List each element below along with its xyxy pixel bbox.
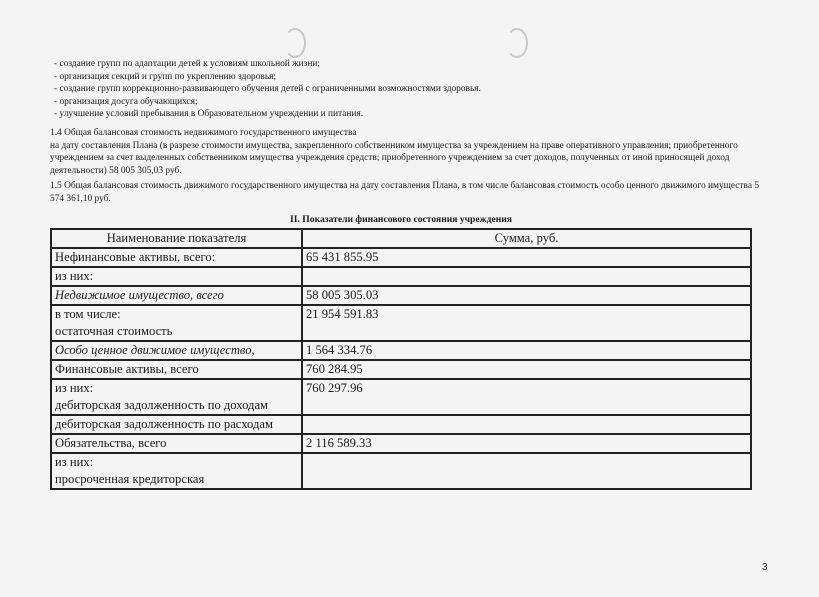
row-label: Недвижимое имущество, всего — [51, 286, 302, 305]
table-row — [51, 341, 751, 360]
row-label: из них: — [51, 267, 302, 286]
bullet-item: - организация секций и групп по укреплению здоровья; — [54, 71, 277, 82]
row-label — [51, 379, 302, 415]
table-row — [51, 360, 751, 379]
row-value: 760 297.96 — [302, 379, 751, 415]
row-value: 760 284.95 — [302, 360, 751, 379]
table-row — [51, 267, 751, 286]
bullet-list — [54, 58, 481, 121]
bullet-item: - улучшение условий пребывания в Образовательном учреждении и питания. — [54, 109, 364, 120]
row-value: 21 954 591.83 — [302, 305, 751, 341]
row-value: 58 005 305.03 — [302, 286, 751, 305]
row-label: Особо ценное движимое имущество, — [51, 341, 302, 360]
row-label: Финансовые активы, всего — [51, 360, 302, 379]
column-header-indicator: Наименование показателя — [51, 229, 302, 248]
binder-ring-left — [284, 28, 306, 58]
bullet-item: - создание групп по адаптации детей к условиям школьной жизни; — [54, 59, 321, 69]
section-1-5-text: 1.5 Общая балансовая стоимость движимого государственного имущества на дату составления Плана, в том числе балансовая стоимость особо ценного движимого имущества 5 574 361,10 руб. — [50, 181, 760, 204]
bullet-item: - создание групп коррекционно-развивающего обучения детей с ограниченными возможностями здоровья. — [54, 84, 481, 95]
row-value: 2 116 589.33 — [302, 434, 751, 453]
table-row — [51, 453, 751, 489]
row-label: Обязательства, всего — [51, 434, 302, 453]
table-row — [51, 415, 751, 434]
financial-table — [50, 228, 752, 490]
row-value: 1 564 334.76 — [302, 341, 751, 360]
row-label — [51, 453, 302, 489]
row-label — [51, 305, 302, 341]
row-label: дебиторская задолженность по расходам — [51, 415, 302, 434]
table-row — [51, 248, 751, 267]
binder-ring-right — [506, 28, 528, 58]
row-label-line-2: остаточная стоимость — [55, 324, 173, 338]
row-label-line-2: просроченная кредиторская — [55, 472, 205, 486]
row-value — [302, 453, 751, 489]
row-label-line-1: из них: — [55, 455, 94, 469]
table-row — [51, 286, 751, 305]
table-row — [51, 434, 751, 453]
row-label-line-2: дебиторская задолженность по доходам — [55, 398, 269, 412]
section-1-4-text: на дату составления Плана (в разрезе стоимости имущества, закрепленного собственником имущества за учреждением на праве оперативного управления; приобретенного учреждением за счет выделенных собственником имущества учреждения средств; приобретенного учреждением за счет доходов, полученных от иной приносящей доход деятельности) 58 005 305,03 руб. — [50, 140, 738, 176]
page-number: 3 — [762, 562, 768, 573]
table-row — [51, 305, 751, 341]
row-value — [302, 415, 751, 434]
section-1-4-heading: 1.4 Общая балансовая стоимость недвижимого государственного имущества — [50, 128, 357, 138]
row-label-line-1: из них: — [55, 381, 94, 395]
row-value — [302, 267, 751, 286]
table-title: II. Показатели финансового состояния учреждения — [290, 214, 512, 225]
table-header-row — [51, 229, 751, 248]
row-label: Нефинансовые активы, всего: — [51, 248, 302, 267]
row-label-line-1: в том числе: — [55, 307, 121, 321]
section-1-4 — [50, 127, 770, 177]
table-row — [51, 379, 751, 415]
row-value: 65 431 855.95 — [302, 248, 751, 267]
bullet-item: - организация досуга обучающихся; — [54, 96, 198, 107]
section-1-5 — [50, 180, 770, 205]
column-header-amount: Сумма, руб. — [302, 229, 751, 248]
